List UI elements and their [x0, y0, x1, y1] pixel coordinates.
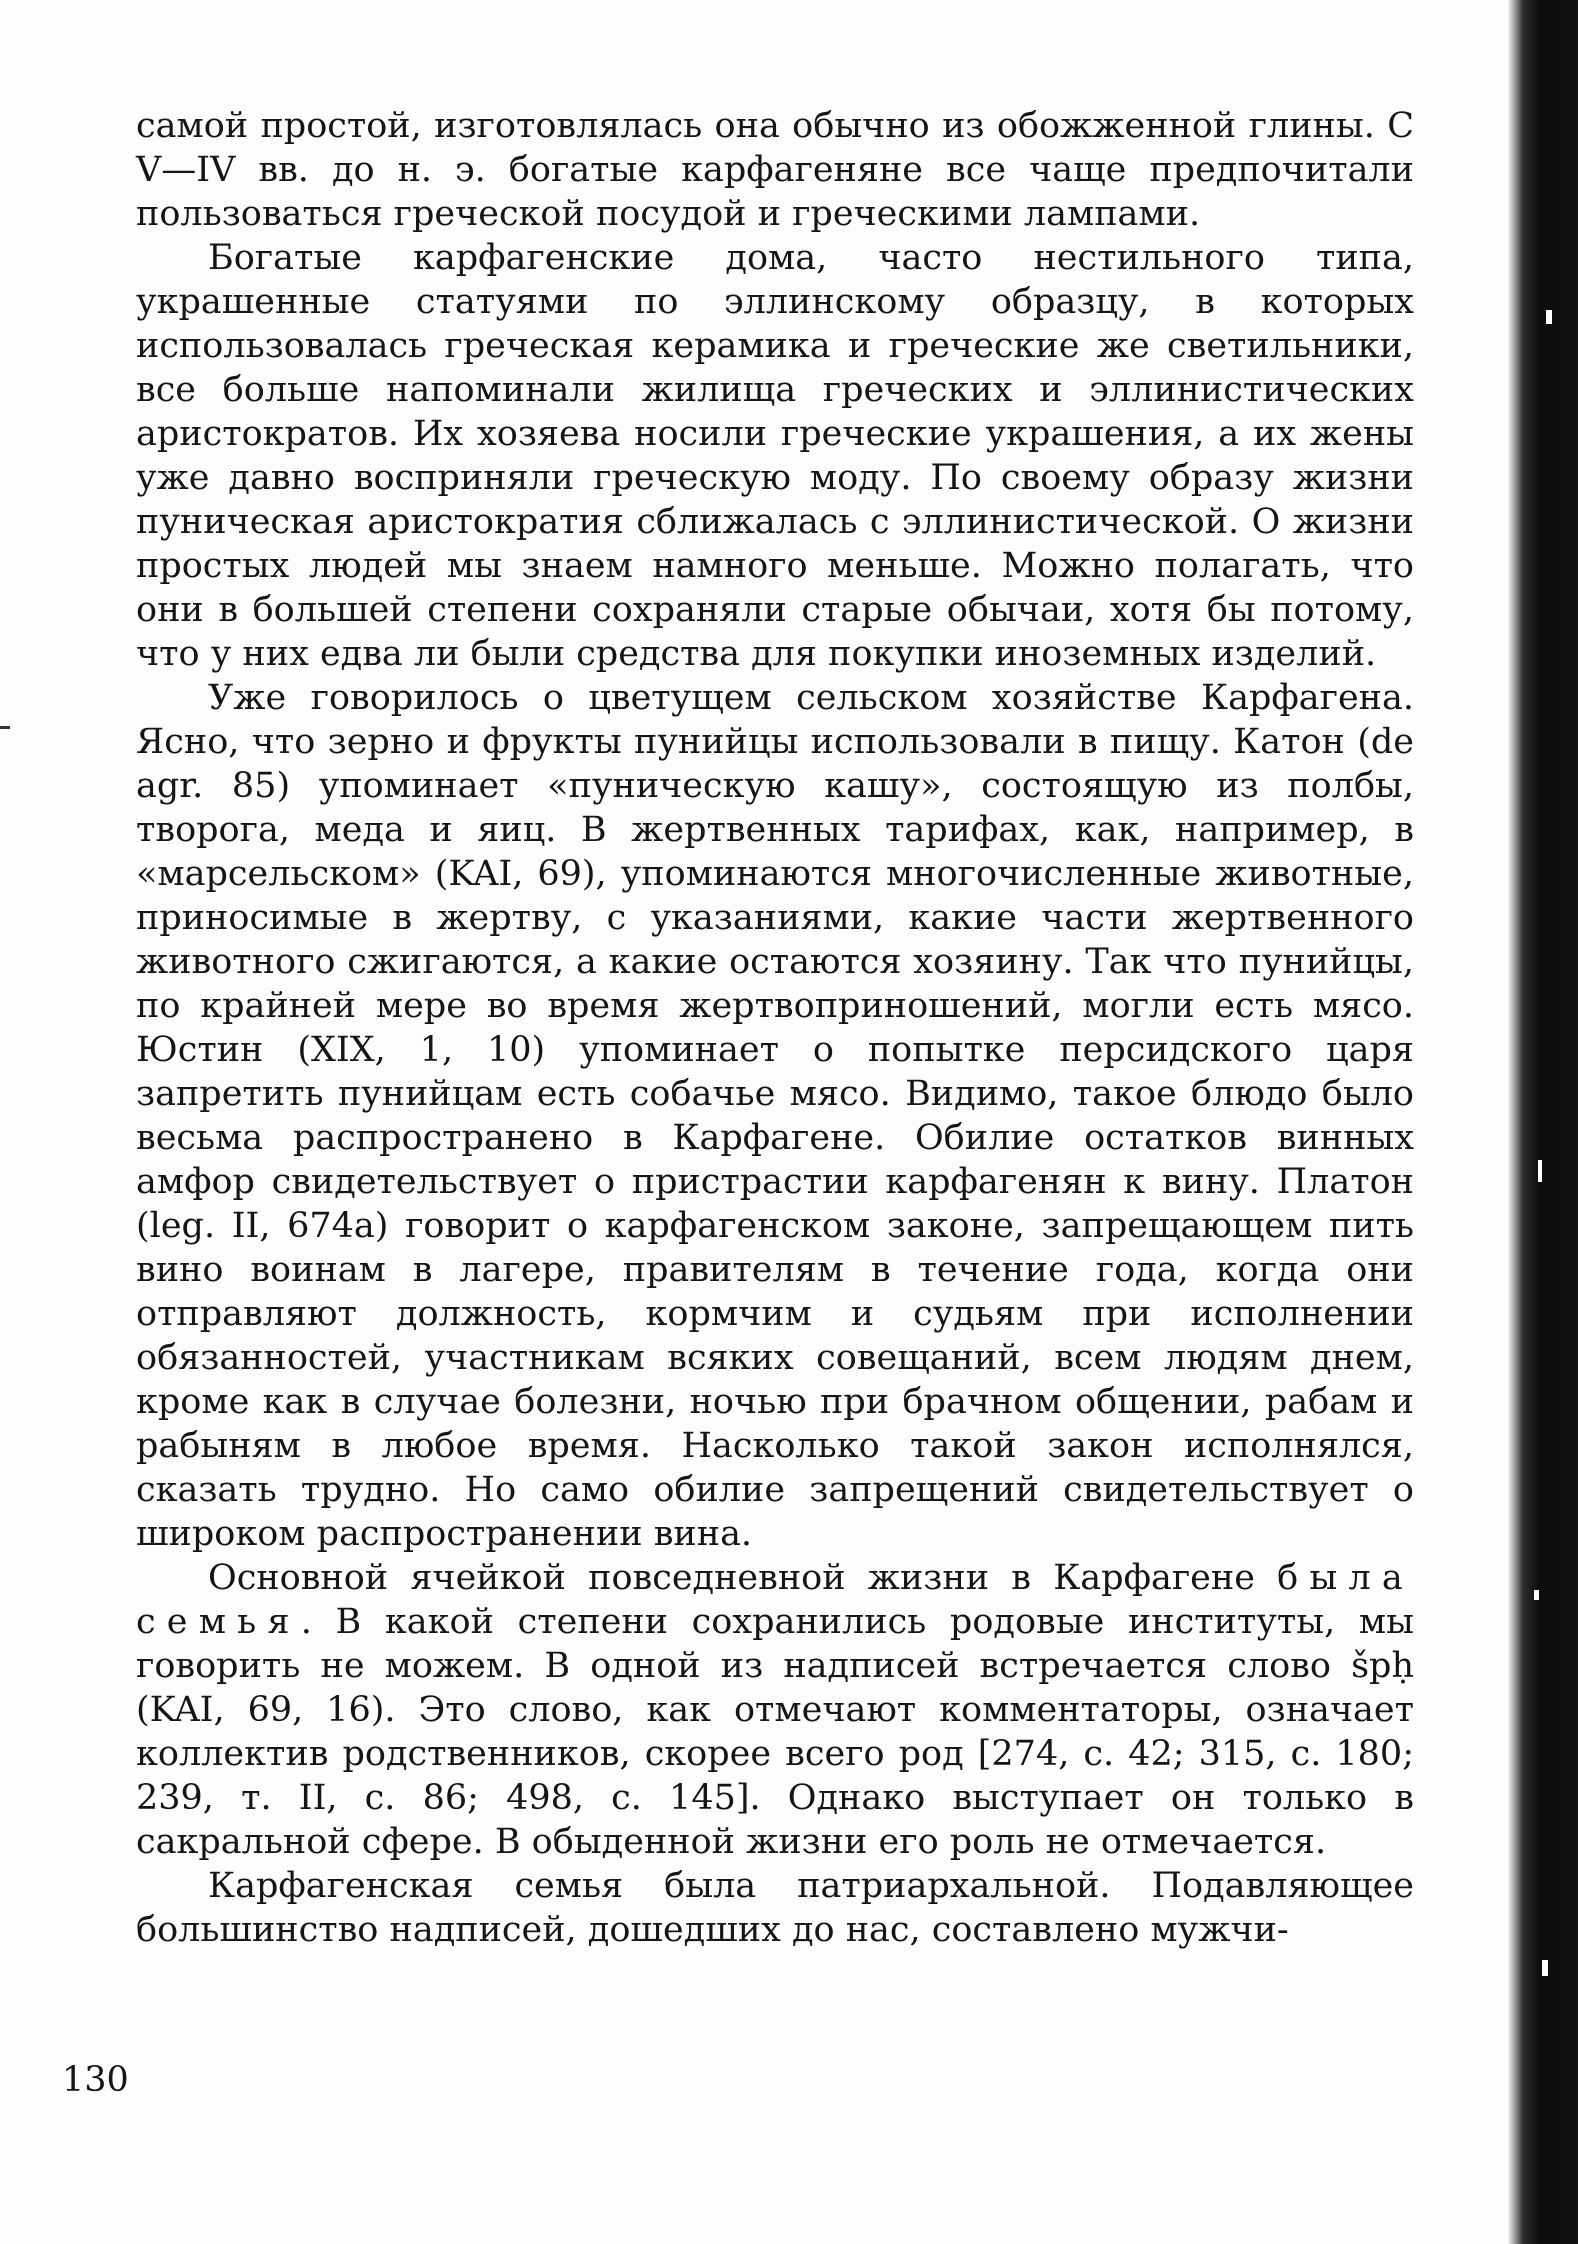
body-text	[136, 104, 1414, 1952]
paragraph-1: самой простой, изготовлялась она обычно из обожженной глины. С V—IV вв. до н. э. богатые карфагеняне все чаще предпочитали пользоваться греческой посудой и греческими лампами.	[136, 106, 1414, 234]
scan-binding-edge	[1508, 0, 1578, 2244]
paragraph-4-start: Основной ячейкой повседневной жизни в Карфагене	[208, 1558, 1278, 1598]
scan-fleck	[1534, 1590, 1539, 1600]
scan-fleck	[1538, 1160, 1542, 1182]
margin-mark	[0, 726, 10, 729]
scan-fleck	[1542, 1960, 1548, 1976]
paragraph-5: Карфагенская семья была патриархальной. Подавляющее большинство надписей, дошедших до нас, составлено мужчи-	[136, 1866, 1414, 1950]
scan-fleck	[1546, 310, 1552, 324]
paragraph-4	[136, 1556, 1414, 1864]
paragraph-4-end: . В какой степени сохранились родовые институты, мы говорить не можем. В одной из надписей встречается слово špḥ (KAI, 69, 16). Это слово, как отмечают комментаторы, означает коллектив родственников, скорее всего род [274, с. 42; 315, с. 180; 239, т. II, с. 86; 498, с. 145]. Однако выступает он только в сакральной сфере. В обыденной жизни его роль не отмечается.	[136, 1602, 1414, 1862]
emphasis-spaced-text: была семья	[136, 1558, 1414, 1642]
paragraph-2: Богатые карфагенские дома, часто нестильного типа, украшенные статуями по эллинскому образцу, в которых использовалась греческая керамика и греческие же светильники, все больше напоминали жилища греческих и эллинистических аристократов. Их хозяева носили греческие украшения, а их жены уже давно восприняли греческую моду. По своему образу жизни пуническая аристократия сближалась с эллинистической. О жизни простых людей мы знаем намного меньше. Можно полагать, что они в большей степени сохраняли старые обычаи, хотя бы потому, что у них едва ли были средства для покупки иноземных изделий.	[136, 238, 1414, 674]
page-number: 130	[62, 2060, 129, 2100]
paragraph-3: Уже говорилось о цветущем сельском хозяйстве Карфагена. Ясно, что зерно и фрукты пунийцы использовали в пищу. Катон (de agr. 85) упоминает «пуническую кашу», состоящую из полбы, творога, меда и яиц. В жертвенных тарифах, как, например, в «марсельском» (KAI, 69), упоминаются многочисленные животные, приносимые в жертву, с указаниями, какие части жертвенного животного сжигаются, а какие остаются хозяину. Так что пунийцы, по крайней мере во время жертвоприношений, могли есть мясо. Юстин (XIX, 1, 10) упоминает о попытке персидского царя запретить пунийцам есть собачье мясо. Видимо, такое блюдо было весьма распространено в Карфагене. Обилие остатков винных амфор свидетельствует о пристрастии карфагенян к вину. Платон (leg. II, 674a) говорит о карфагенском законе, запрещающем пить вино воинам в лагере, правителям в течение года, когда они отправляют должность, кормчим и судьям при исполнении обязанностей, участникам всяких совещаний, всем людям днем, кроме как в случае болезни, ночью при брачном общении, рабам и рабыням в любое время. Насколько такой закон исполнялся, сказать трудно. Но само обилие запрещений свидетельствует о широком распространении вина.	[136, 678, 1414, 1554]
